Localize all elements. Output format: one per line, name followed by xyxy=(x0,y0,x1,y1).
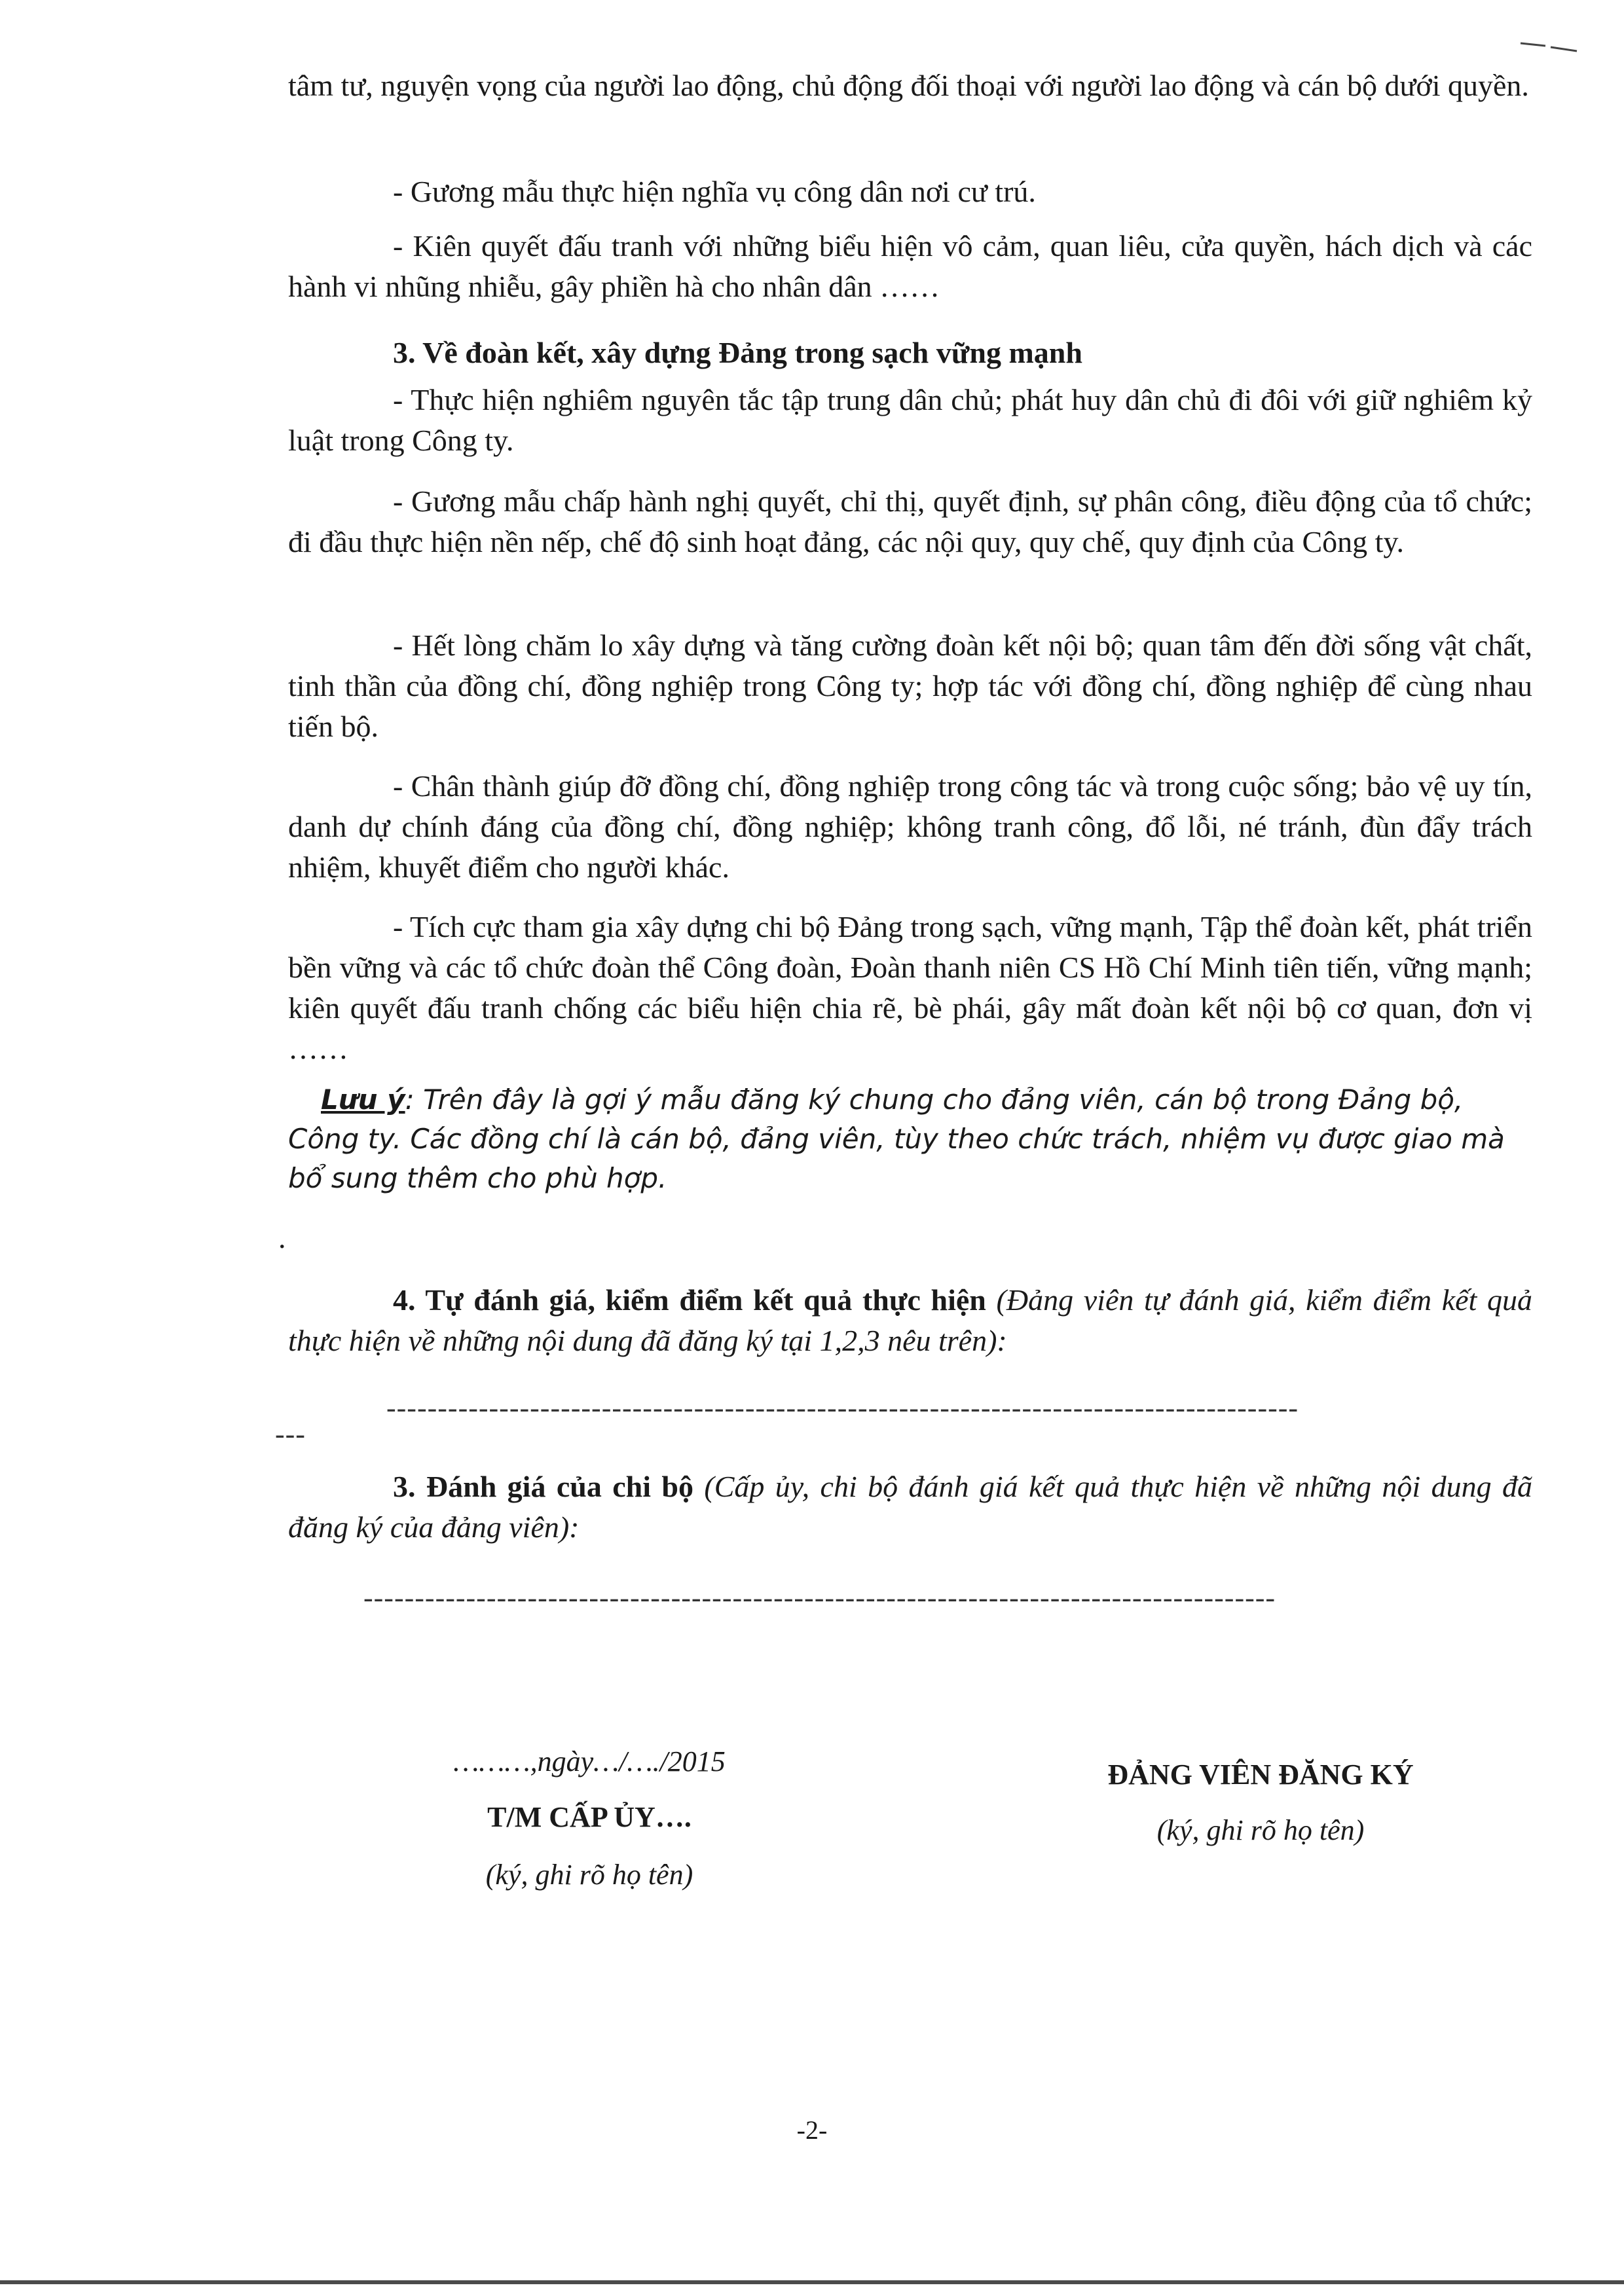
section-5-heading: 3. Đánh giá của chi bộ xyxy=(393,1470,693,1503)
section-4-answer-tail: --- xyxy=(275,1418,306,1450)
section-3-heading: 3. Về đoàn kết, xây dựng Đảng trong sạch vững mạnh xyxy=(393,336,1082,369)
note-text: : Trên đây là gợi ý mẫu đăng ký chung cho đảng viên, cán bộ trong Đảng bộ, Công ty. Các đồng chí là cán bộ, đảng viên, tùy theo chức trách, nhiệm vụ được giao mà bổ sung thêm cho phù hợp. xyxy=(288,1084,1505,1194)
paragraph-3: - Kiên quyết đấu tranh với những biểu hiện vô cảm, quan liêu, cửa quyền, hách dịch và các hành vi nhũng nhiễu, gây phiền hà cho nhân dân …… xyxy=(288,229,1532,303)
section-4-answer-line[interactable]: ----------------------------------------------------------------------------------------- xyxy=(386,1392,1299,1424)
note-label: Lưu ý xyxy=(321,1084,405,1116)
section-4-desc: (Đảng viên tự đánh giá, kiểm điểm kết quả thực hiện về những nội dung đã đăng ký tại 1,2,3 nêu trên): xyxy=(288,1283,1532,1357)
paragraph-4: - Thực hiện nghiêm nguyên tắc tập trung dân chủ; phát huy dân chủ đi đôi với giữ nghiêm kỷ luật trong Công ty. xyxy=(288,383,1532,457)
section-5-answer-line[interactable]: ----------------------------------------------------------------------------------------- xyxy=(363,1582,1276,1614)
section-4 xyxy=(288,1280,1532,1361)
paragraph-1: tâm tư, nguyện vọng của người lao động, chủ động đối thoại với người lao động và cán bộ dưới quyền. xyxy=(288,69,1529,102)
paragraph-6: - Hết lòng chăm lo xây dựng và tăng cường đoàn kết nội bộ; quan tâm đến đời sống vật chất, tinh thần của đồng chí, đồng nghiệp trong Công ty; hợp tác với đồng chí, đồng nghiệp để cùng nhau tiến bộ. xyxy=(288,629,1532,743)
section-5 xyxy=(288,1467,1532,1548)
signature-left-note: (ký, ghi rõ họ tên) xyxy=(485,1859,693,1891)
paragraph-2: - Gương mẫu thực hiện nghĩa vụ công dân nơi cư trú. xyxy=(393,175,1036,208)
signature-date: ………,ngày…/…./2015 xyxy=(453,1745,726,1777)
note-block xyxy=(288,1080,1532,1198)
stray-dot: . xyxy=(278,1221,286,1254)
scan-edge-line xyxy=(0,2280,1624,2284)
scan-mark-icon xyxy=(1519,39,1578,52)
section-5-desc: (Cấp ủy, chi bộ đánh giá kết quả thực hiện về những nội dung đã đăng ký của đảng viên): xyxy=(288,1470,1532,1544)
paragraph-8: - Tích cực tham gia xây dựng chi bộ Đảng trong sạch, vững mạnh, Tập thể đoàn kết, phát triển bền vững và các tổ chức đoàn thể Công đoàn, Đoàn thanh niên CS Hồ Chí Minh tiên tiến, vững mạnh; kiên quyết đấu tranh chống các biểu hiện chia rẽ, bè phái, gây mất đoàn kết nội bộ cơ quan, đơn vị …… xyxy=(288,910,1532,1065)
paragraph-7: - Chân thành giúp đỡ đồng chí, đồng nghiệp trong công tác và trong cuộc sống; bảo vệ uy tín, danh dự chính đáng của đồng chí, đồng nghiệp; không tranh công, đổ lỗi, né tránh, đùn đẩy trách nhiệm, khuyết điểm cho người khác. xyxy=(288,769,1532,884)
paragraph-5: - Gương mẫu chấp hành nghị quyết, chỉ thị, quyết định, sự phân công, điều động của tổ chức; đi đầu thực hiện nền nếp, chế độ sinh hoạt đảng, các nội quy, quy chế, quy định của Công ty. xyxy=(288,484,1532,558)
signature-right-title: ĐẢNG VIÊN ĐĂNG KÝ xyxy=(1107,1758,1414,1791)
page-number: -2- xyxy=(796,2115,828,2145)
signature-left-title: T/M CẤP ỦY…. xyxy=(487,1801,692,1833)
signature-right-note: (ký, ghi rõ họ tên) xyxy=(1156,1814,1365,1846)
section-4-heading: 4. Tự đánh giá, kiểm điểm kết quả thực hiện xyxy=(393,1283,986,1317)
